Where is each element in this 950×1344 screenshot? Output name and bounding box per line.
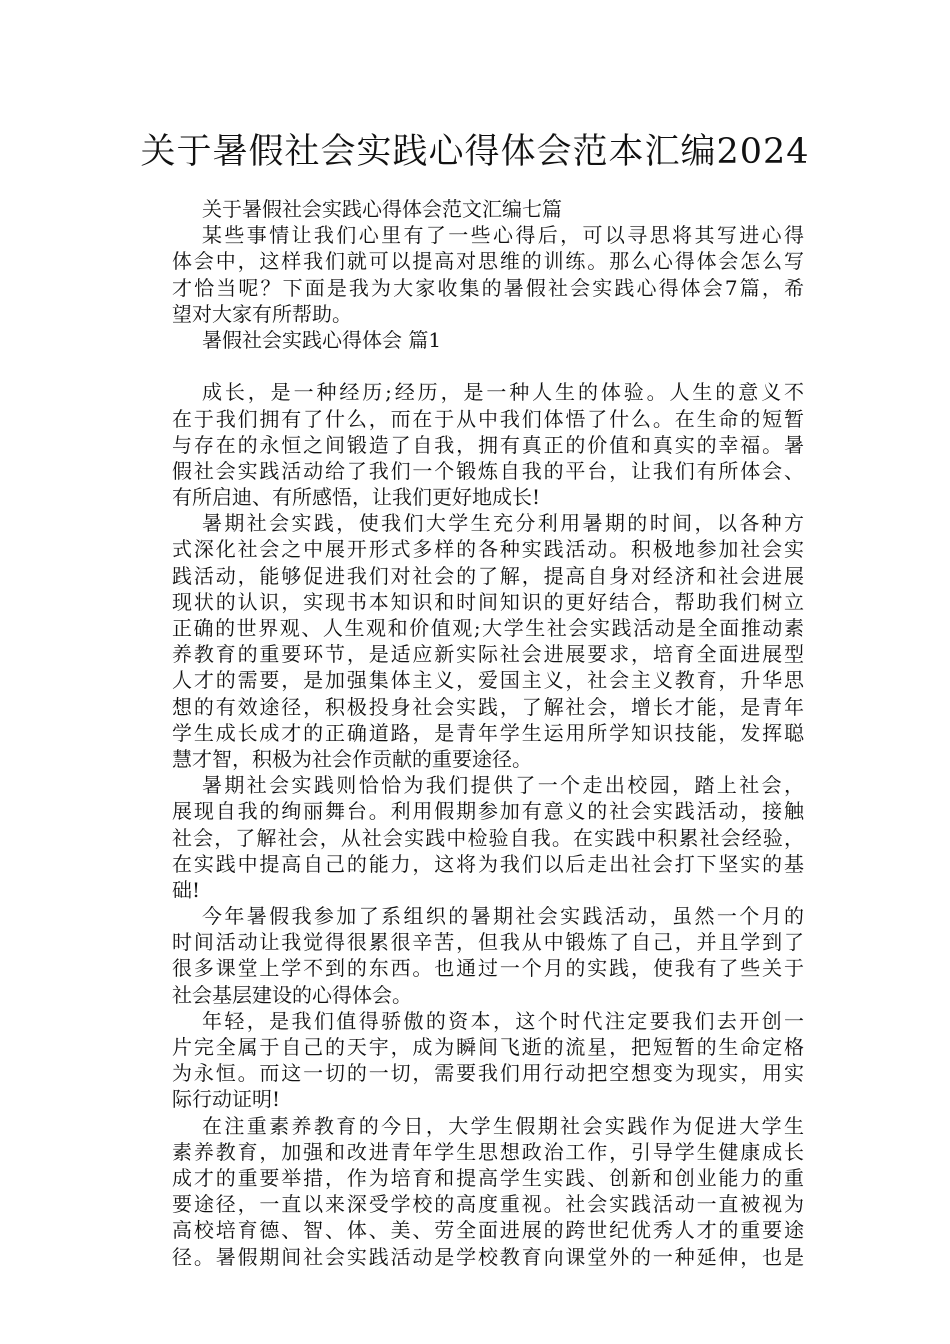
- text-line: 才恰当呢？下面是我为大家收集的暑假社会实践心得体会7篇，希: [172, 275, 804, 300]
- text-line: 高校培育德、智、体、美、劳全面进展的跨世纪优秀人才的重要途: [172, 1218, 804, 1243]
- document-title: 关于暑假社会实践心得体会范本汇编2024: [140, 132, 810, 172]
- text-line: 今年暑假我参加了系组织的暑期社会实践活动，虽然一个月的: [202, 904, 804, 929]
- text-line: 成才的重要举措，作为培育和提高学生实践、创新和创业能力的重: [172, 1165, 804, 1190]
- text-line: 式深化社会之中展开形式多样的各种实践活动。积极地参加社会实: [172, 537, 804, 562]
- text-line: 础!: [172, 877, 201, 902]
- text-line: 片完全属于自己的天宇，成为瞬间飞逝的流星，把短暂的生命定格: [172, 1035, 804, 1059]
- text-line: 正确的世界观、人生观和价值观;大学生社会实践活动是全面推动素: [172, 616, 804, 640]
- text-line: 成长，是一种经历;经历，是一种人生的体验。人生的意义不: [202, 380, 804, 405]
- text-line: 社会，了解社会，从社会实践中检验自我。在实践中积累社会经验，: [172, 825, 804, 850]
- text-line: 践活动，能够促进我们对社会的了解，提高自身对经济和社会进展: [172, 563, 804, 588]
- text-line: 人才的需要，是加强集体主义，爱国主义，社会主义教育，升华思: [172, 668, 804, 693]
- text-line: 现状的认识，实现书本知识和时间知识的更好结合，帮助我们树立: [172, 589, 804, 614]
- text-line: 望对大家有所帮助。: [172, 301, 352, 326]
- text-line: 年轻，是我们值得骄傲的资本，这个时代注定要我们去开创一: [202, 1008, 804, 1033]
- text-line: 在实践中提高自己的能力，这将为我们以后走出社会打下坚实的基: [172, 851, 804, 876]
- text-line: 在于我们拥有了什么，而在于从中我们体悟了什么。在生命的短暂: [172, 406, 804, 431]
- text-line: 体会中，这样我们就可以提高对思维的训练。那么心得体会怎么写: [172, 249, 804, 274]
- text-line: 慧才智，积极为社会作贡献的重要途径。: [172, 746, 532, 771]
- text-line: 展现自我的绚丽舞台。利用假期参加有意义的社会实践活动，接触: [172, 799, 804, 824]
- text-line: 学生成长成才的正确道路，是青年学生运用所学知识技能，发挥聪: [172, 720, 804, 745]
- text-line: 素养教育，加强和改进青年学生思想政治工作，引导学生健康成长: [172, 1139, 804, 1164]
- text-line: 某些事情让我们心里有了一些心得后，可以寻思将其写进心得: [202, 223, 804, 248]
- text-line: 为永恒。而这一切的一切，需要我们用行动把空想变为现实，用实: [172, 1061, 804, 1086]
- text-line: 要途径，一直以来深受学校的高度重视。社会实践活动一直被视为: [172, 1192, 804, 1217]
- text-line: 假社会实践活动给了我们一个锻炼自我的平台，让我们有所体会、: [172, 458, 804, 483]
- text-line: 有所启迪、有所感悟，让我们更好地成长!: [172, 485, 541, 510]
- text-line: 想的有效途径，积极投身社会实践，了解社会，增长才能，是青年: [172, 694, 804, 719]
- text-line: 很多课堂上学不到的东西。也通过一个月的实践，使我有了些关于: [172, 956, 804, 981]
- text-line: 社会基层建设的心得体会。: [172, 982, 412, 1007]
- text-line: 暑期社会实践，使我们大学生充分利用暑期的时间，以各种方: [202, 511, 804, 536]
- text-line: 际行动证明!: [172, 1087, 281, 1112]
- text-line: 时间活动让我觉得很累很辛苦，但我从中锻炼了自己，并且学到了: [172, 930, 804, 955]
- text-line: 暑假社会实践心得体会 篇1: [202, 327, 442, 352]
- text-line: 径。暑假期间社会实践活动是学校教育向课堂外的一种延伸，也是: [172, 1244, 804, 1269]
- text-line: 养教育的重要环节，是适应新实际社会进展要求，培育全面进展型: [172, 642, 804, 667]
- text-line: 暑期社会实践则恰恰为我们提供了一个走出校园，踏上社会，: [202, 773, 804, 798]
- blank-line: [172, 353, 804, 379]
- text-line: 与存在的永恒之间锻造了自我，拥有真正的价值和真实的幸福。暑: [172, 432, 804, 457]
- text-line: 关于暑假社会实践心得体会范文汇编七篇: [202, 197, 562, 221]
- document-body: [172, 196, 804, 1270]
- text-line: 在注重素养教育的今日，大学生假期社会实践作为促进大学生: [202, 1113, 804, 1138]
